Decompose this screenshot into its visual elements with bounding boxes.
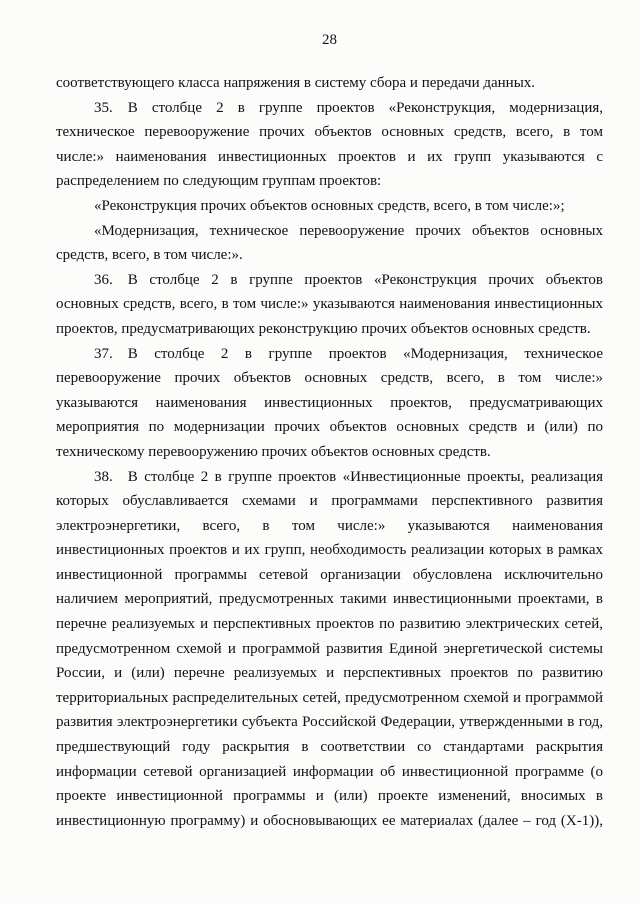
paragraph-37: 37. В столбце 2 в группе проектов «Модернизация, техническое перевооружение прочих объектов основных средств, всего, в том числе:» указываются наименования инвестиционных проектов, предусматривающих мероприятия по модернизации прочих объектов основных средств и (или) по техническому перевооружению прочих объектов основных средств. <box>56 345 603 460</box>
paragraph-38: 38. В столбце 2 в группе проектов «Инвестиционные проекты, реализация которых обуславливается схемами и программами перспективного развития электроэнергетики, всего, в том числе:» указываются наименования инвестиционных проектов и их групп, необходимость реализации которых в рамках инвестиционной программы сетевой организации обусловлена исключительно наличием мероприятий, предусмотренных такими инвестиционными проектами, в перечне реализуемых и перспективных проектов по развитию электрических сетей, предусмотренном схемой и программой развития Единой энергетической системы России, и (или) перечне реализуемых и перспективных проектов по развитию территориальных распределительных сетей, предусмотренном схемой и программой развития электроэнергетики субъекта Российской Федерации, утвержденными в год, предшествующий году раскрытия в соответствии со стандартами раскрытия информации сетевой организацией информации об инвестиционной программе (о проекте инвестиционной программы и (или) проекте изменений, вносимых в инвестиционную программу) и обосновывающих ее материалах (далее – год (Х-1)), <box>56 468 603 829</box>
page-number: 28 <box>322 32 337 48</box>
paragraph-35-group-modernization: «Модернизация, техническое перевооружение прочих объектов основных средств, всего, в том числе:». <box>56 222 603 264</box>
paragraph-continuation: соответствующего класса напряжения в систему сбора и передачи данных. <box>56 75 536 91</box>
paragraph-36: 36. В столбце 2 в группе проектов «Реконструкция прочих объектов основных средств, всего, в том числе:» указываются наименования инвестиционных проектов, предусматривающих реконструкцию прочих объектов основных средств. <box>56 271 603 337</box>
paragraph-35-group-reconstruction: «Реконструкция прочих объектов основных средств, всего, в том числе:»; <box>94 197 565 214</box>
paragraph-35: 35. В столбце 2 в группе проектов «Реконструкция, модернизация, техническое перевооружение прочих объектов основных средств, всего, в том числе:» наименования инвестиционных проектов и их групп указываются с распределением по следующим группам проектов: <box>56 99 603 190</box>
